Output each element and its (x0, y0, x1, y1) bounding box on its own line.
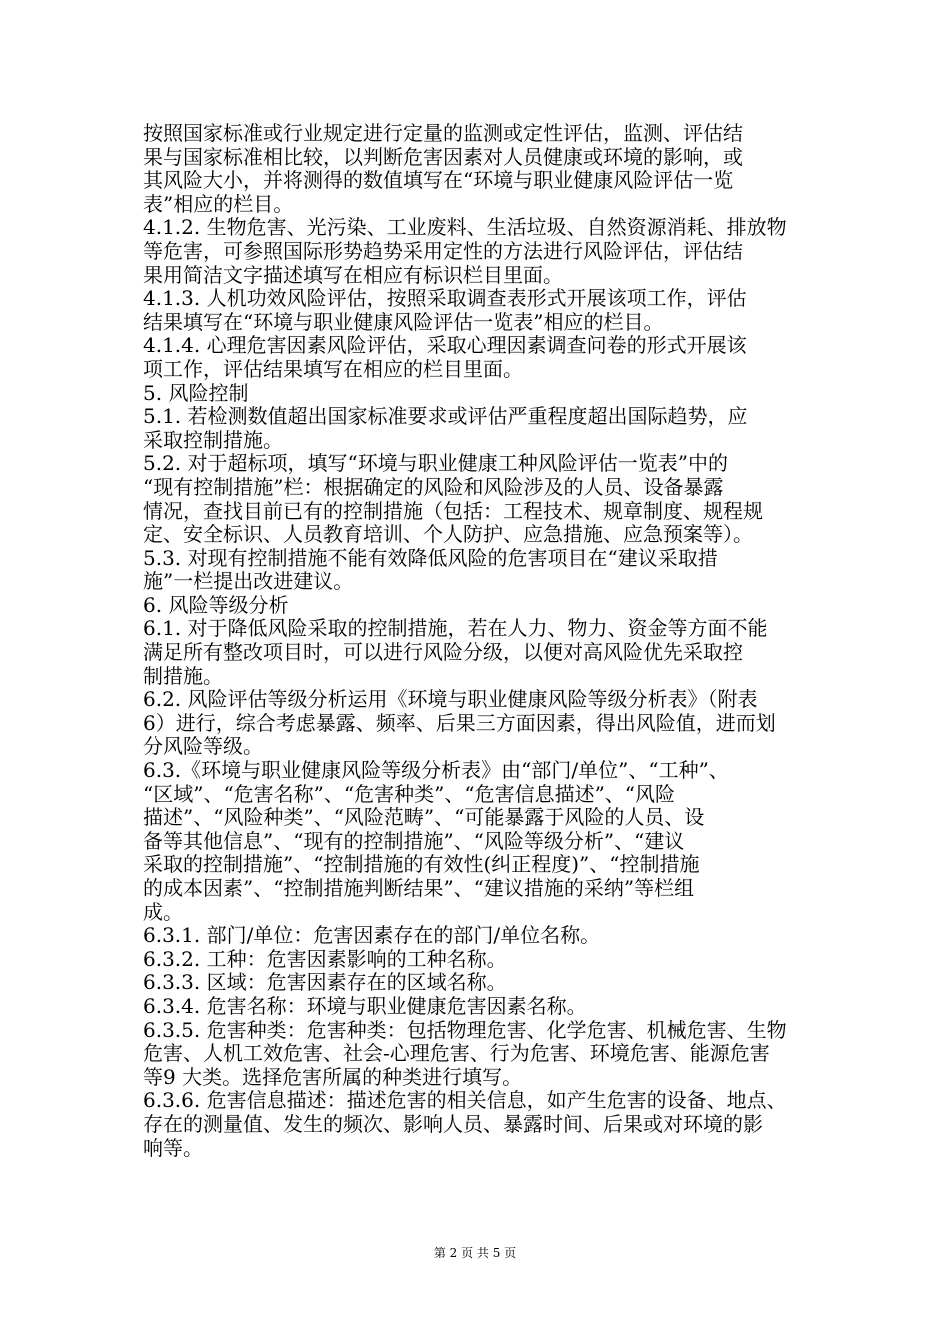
paragraph: 6.3.5. 危害种类：危害种类：包括物理危害、化学危害、机械危害、生物 危害、人机工效危害、社会-心理危害、行为危害、环境危害、能源危害 等9 大类。选择危害所属的种类进行填写。 (143, 1017, 787, 1089)
paragraph: 6.3.1. 部门/单位：危害因素存在的部门/单位名称。 (143, 923, 601, 948)
page-footer: 第 2 页 共 5 页 (433, 1246, 517, 1260)
section-heading: 6. 风险等级分析 (143, 592, 289, 617)
paragraph: 6.3.3. 区域：危害因素存在的区域名称。 (143, 970, 507, 995)
paragraph: 6.3.2. 工种：危害因素影响的工种名称。 (143, 946, 507, 971)
paragraph: 4.1.4. 心理危害因素风险评估，采取心理因素调查问卷的形式开展该 项工作，评估结果填写在相应的栏目里面。 (143, 333, 747, 381)
paragraph: 5.1. 若检测数值超出国家标准要求或评估严重程度超出国际趋势，应 采取控制措施。 (143, 404, 748, 452)
paragraph: 6.2. 风险评估等级分析运用《环境与职业健康风险等级分析表》（附表 6）进行，综合考虑暴露、频率、后果三方面因素，得出风险值，进而划 分风险等级。 (143, 687, 776, 759)
paragraph: 6.1. 对于降低风险采取的控制措施，若在人力、物力、资金等方面不能 满足所有整改项目时，可以进行风险分级，以便对高风险优先采取控 制措施。 (143, 616, 768, 688)
document-body (143, 122, 815, 1160)
paragraph: 5.3. 对现有控制措施不能有效降低风险的危害项目在“建议采取措 施”一栏提出改进建议。 (143, 545, 718, 594)
paragraph: 按照国家标准或行业规定进行定量的监测或定性评估，监测、评估结 果与国家标准相比较，以判断危害因素对人员健康或环境的影响，或 其风险大小，并将测得的数值填写在“环境与职业健康风险评估一览 表”相应的栏目。 (143, 121, 743, 216)
paragraph: 4.1.2. 生物危害、光污染、工业废料、生活垃圾、自然资源消耗、排放物 等危害，可参照国际形势趋势采用定性的方法进行风险评估，评估结 果用简洁文字描述填写在相应有标识栏目里面。 (143, 215, 787, 287)
paragraph: 4.1.3. 人机功效风险评估，按照采取调查表形式开展该项工作，评估 结果填写在“环境与职业健康风险评估一览表”相应的栏目。 (143, 286, 747, 334)
paragraph: 5.2. 对于超标项，填写“环境与职业健康工种风险评估一览表”中的 “现有控制措施”栏：根据确定的风险和风险涉及的人员、设备暴露 情况，查找目前已有的控制措施（包括：工程技术、规章制度、规程规 定、安全标识、人员教育培训、个人防护、应急措施、应急预案等）。 (143, 451, 763, 547)
paragraph: 6.3.6. 危害信息描述：描述危害的相关信息，如产生危害的设备、地点、 存在的测量值、发生的频次、影响人员、暴露时间、后果或对环境的影 响等。 (143, 1088, 787, 1160)
paragraph: 6.3.4. 危害名称：环境与职业健康危害因素名称。 (143, 993, 587, 1018)
section-heading: 5. 风险控制 (143, 380, 249, 405)
paragraph: 6.3.《环境与职业健康风险等级分析表》由“部门/单位”、“工种”、 “区域”、“危害名称”、“危害种类”、“危害信息描述”、“风险 描述”、“风险种类”、“风险范畴”、“可能暴露于风险的人员、设 备等其他信息”、“现有的控制措施”、“风险等级分析”、“建议 采取的控制措施”、“控制措施的有效性(纠正程度)”、“控制措施 的成本因素”、“控制措施判断结果”、“建议措施的采纳”等栏组 成。 (143, 758, 729, 924)
